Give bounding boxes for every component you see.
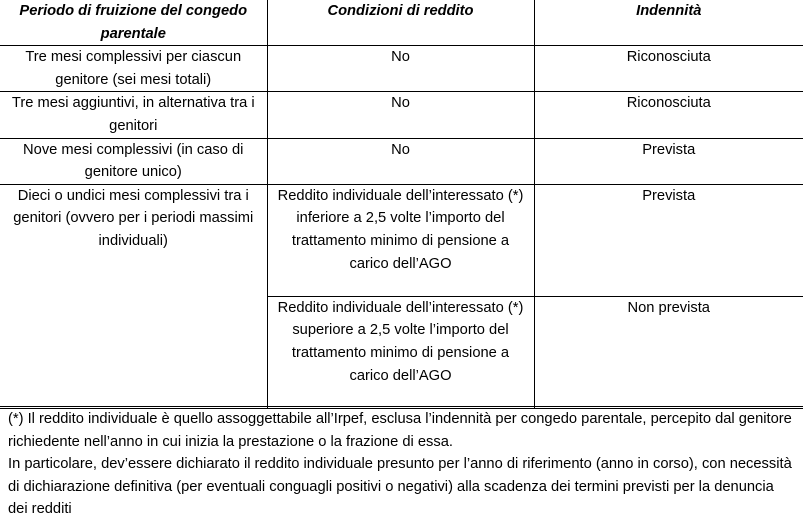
cell-condizioni: No	[267, 92, 534, 138]
table-row	[0, 46, 803, 92]
header-condizioni: Condizioni di reddito	[267, 0, 534, 46]
cell-periodo: Nove mesi complessivi (in caso di genitore unico)	[0, 138, 267, 184]
cell-periodo: Tre mesi complessivi per ciascun genitore (sei mesi totali)	[0, 46, 267, 92]
cell-indennita: Non prevista	[534, 296, 803, 408]
header-periodo: Periodo di fruizione del congedo parentale	[0, 0, 267, 46]
cell-condizioni: Reddito individuale dell’interessato (*) superiore a 2,5 volte l’importo del trattamento minimo di pensione a carico dell’AGO	[267, 296, 534, 408]
cell-periodo: Tre mesi aggiuntivi, in alternativa tra i genitori	[0, 92, 267, 138]
table-header-row	[0, 0, 803, 46]
table-row	[0, 138, 803, 184]
footnote-paragraph: In particolare, dev’essere dichiarato il reddito individuale presunto per l’anno di riferimento (anno in corso), con necessità di dichiarazione definitiva (per eventuali conguagli positivi o negativi) alla scadenza dei termini previsti per la denuncia dei redditi	[8, 456, 792, 518]
table-row	[0, 92, 803, 138]
table-row	[0, 184, 803, 296]
cell-condizioni: No	[267, 138, 534, 184]
cell-condizioni: Reddito individuale dell’interessato (*) inferiore a 2,5 volte l’importo del trattamento minimo di pensione a carico dell’AGO	[267, 184, 534, 296]
cell-condizioni: No	[267, 46, 534, 92]
cell-indennita: Riconosciuta	[534, 92, 803, 138]
cell-indennita: Riconosciuta	[534, 46, 803, 92]
footnote-paragraph: (*) Il reddito individuale è quello assoggettabile all’Irpef, esclusa l’indennità per congedo parentale, percepito dal genitore richiedente nell’anno in cui inizia la prestazione o la frazione di essa.	[8, 411, 792, 450]
cell-periodo: Dieci o undici mesi complessivi tra i genitori (ovvero per i periodi massimi individuali)	[0, 184, 267, 408]
header-indennita: Indennità	[534, 0, 803, 46]
footnote	[0, 406, 803, 518]
cell-indennita: Prevista	[534, 184, 803, 296]
cell-indennita: Prevista	[534, 138, 803, 184]
